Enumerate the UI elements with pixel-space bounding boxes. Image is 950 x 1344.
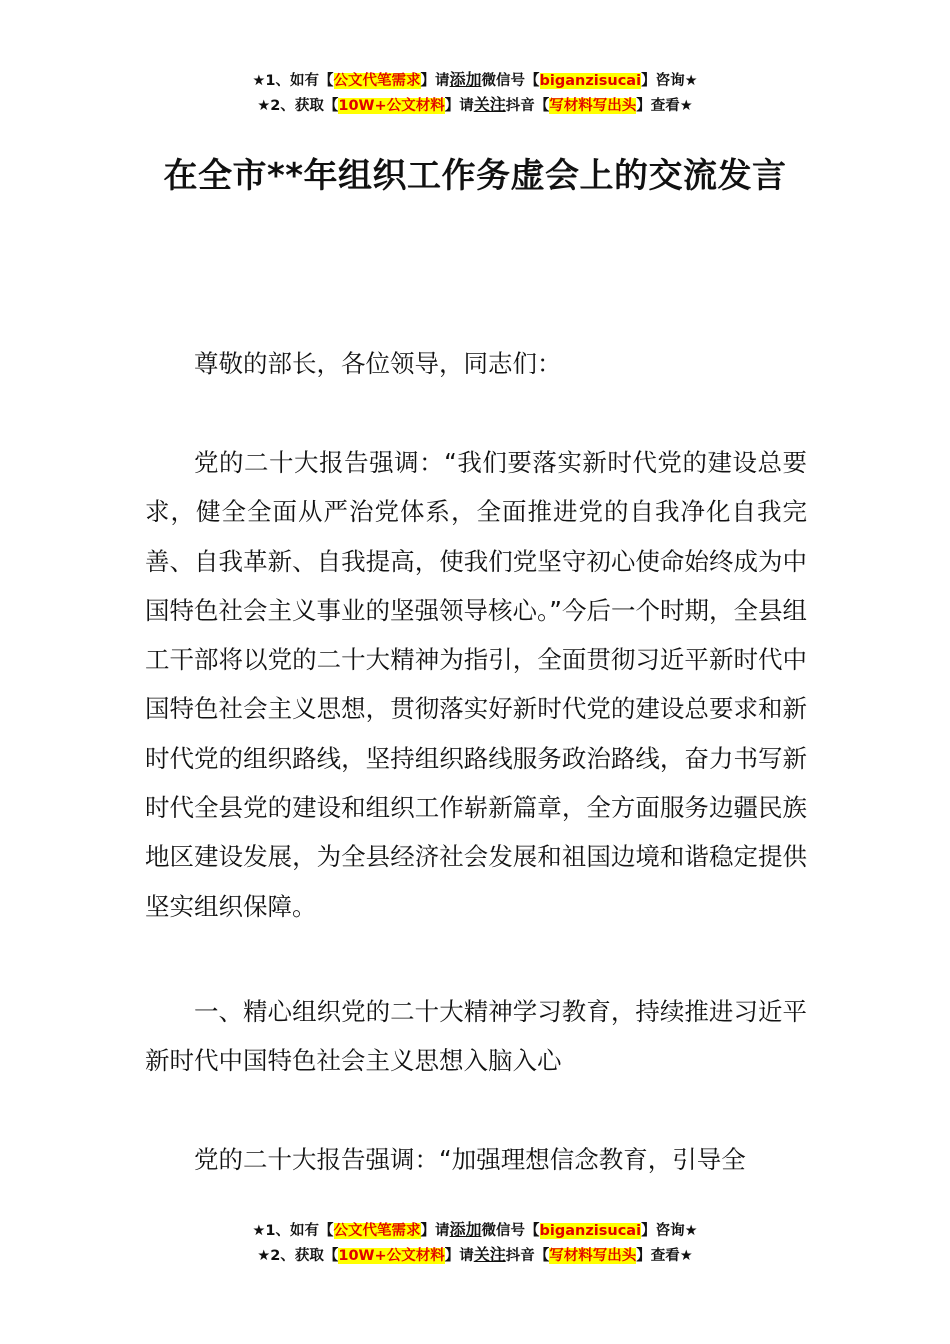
paragraph: 党的二十大报告强调：“我们要落实新时代党的建设总要求，健全全面从严治党体系，全面推进党的自我净化自我完善、自我革新、自我提高，使我们党坚守初心使命始终成为中国特色社会主义事业的坚强领导核心。”今后一个时期，全县组工干部将以党的二十大精神为指引，全面贯彻习近平新时代中国特色社会主义思想，贯彻落实好新时代党的建设总要求和新时代党的组织路线，坚持组织路线服务政治路线，奋力书写新时代全县党的建设和组织工作崭新篇章，全方面服务边疆民族地区建设发展，为全县经济社会发展和祖国边境和谐稳定提供坚实组织保障。 xyxy=(145,448,807,921)
banner-text: 】查看★ xyxy=(636,98,693,114)
footer-banner xyxy=(0,1218,950,1268)
banner-line-1 xyxy=(0,68,950,93)
greeting: 尊敬的部长，各位领导，同志们： xyxy=(194,349,562,378)
banner-text: ★2、获取【 xyxy=(257,1248,339,1264)
banner-text: 】咨询★ xyxy=(641,1223,698,1239)
banner-text: 】请 xyxy=(420,1223,450,1239)
banner-underlined: 关注 xyxy=(473,1245,506,1264)
banner-underlined: 添加 xyxy=(449,1220,482,1239)
banner-highlight: 10W+公文材料 xyxy=(338,98,445,114)
banner-wechat-id: biganzisucai xyxy=(539,73,642,89)
banner-text: 微信号【 xyxy=(481,1223,540,1239)
banner-text: 】请 xyxy=(444,1248,474,1264)
header-banner xyxy=(0,68,950,118)
banner-underlined: 添加 xyxy=(449,70,482,89)
section-heading: 一、精心组织党的二十大精神学习教育，持续推进习近平新时代中国特色社会主义思想入脑入心 xyxy=(145,997,807,1076)
banner-wechat-id: biganzisucai xyxy=(539,1223,642,1239)
banner-text: 微信号【 xyxy=(481,73,540,89)
document-title: 在全市**年组织工作务虚会上的交流发言 xyxy=(163,156,787,196)
banner-highlight: 公文代笔需求 xyxy=(333,1223,421,1239)
banner-underlined: 关注 xyxy=(473,95,506,114)
banner-douyin-id: 写材料写出头 xyxy=(549,98,637,114)
banner-douyin-id: 写材料写出头 xyxy=(549,1248,637,1264)
banner-line-2 xyxy=(0,93,950,118)
banner-text: ★1、如有【 xyxy=(252,1223,334,1239)
banner-text: 抖音【 xyxy=(505,1248,550,1264)
banner-text: 】咨询★ xyxy=(641,73,698,89)
banner-text: 】请 xyxy=(444,98,474,114)
paragraph: 党的二十大报告强调：“加强理想信念教育，引导全 xyxy=(194,1145,746,1174)
banner-text: ★1、如有【 xyxy=(252,73,334,89)
banner-highlight: 10W+公文材料 xyxy=(338,1248,445,1264)
banner-line-1 xyxy=(0,1218,950,1243)
banner-text: 】查看★ xyxy=(636,1248,693,1264)
banner-text: ★2、获取【 xyxy=(257,98,339,114)
banner-line-2 xyxy=(0,1243,950,1268)
banner-highlight: 公文代笔需求 xyxy=(333,73,421,89)
banner-text: 抖音【 xyxy=(505,98,550,114)
banner-text: 】请 xyxy=(420,73,450,89)
